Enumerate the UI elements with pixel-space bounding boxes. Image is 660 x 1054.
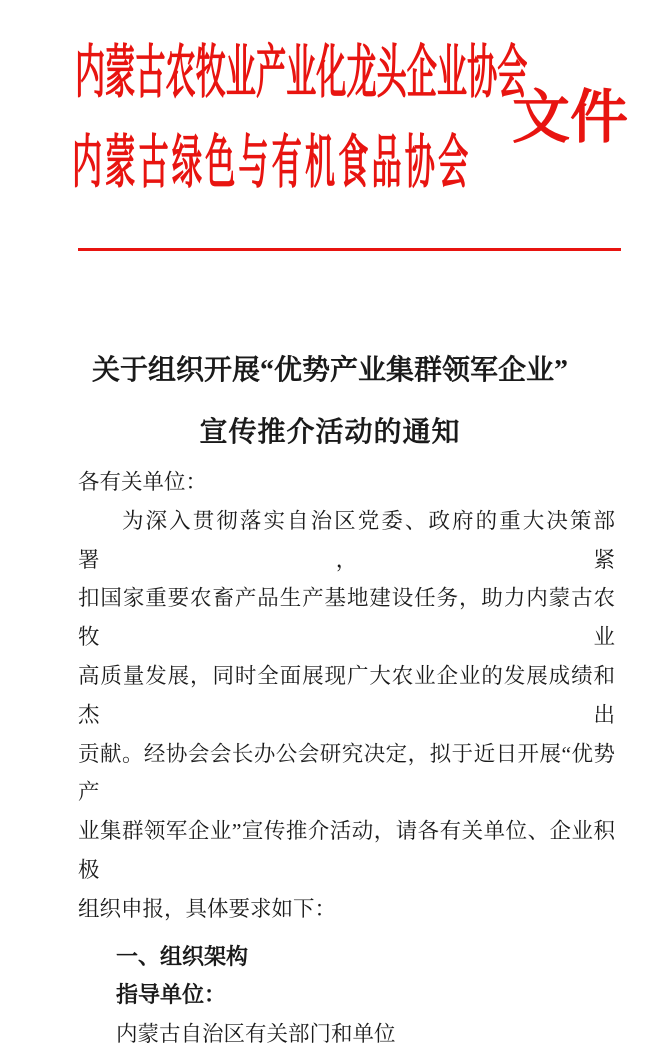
paragraph-line: 组织申报，具体要求如下： [78, 896, 337, 921]
salutation: 各有关单位： [78, 470, 208, 494]
paragraph-line: 为深入贯彻落实自治区党委、政府的重大决策部署，紧 [78, 508, 615, 572]
section-heading-organization-structure: 一、组织架构 [116, 943, 249, 969]
letterhead-org-line-1: 内蒙古农牧业产业化龙头企业协会 [75, 40, 528, 105]
letterhead-org-line-2: 内蒙古绿色与有机食品协会 [72, 130, 472, 195]
document-title-line-1: 关于组织开展“优势产业集群领军企业” [91, 355, 568, 386]
letterhead-divider-rule [78, 248, 621, 251]
guiding-unit-value: 内蒙古自治区有关部门和单位 [116, 1022, 396, 1047]
document-body [78, 463, 615, 1054]
paragraph-line: 扣国家重要农畜产品生产基地建设任务，助力内蒙古农牧业 [78, 586, 615, 650]
paragraph-line: 高质量发展，同时全面展现广大农业企业的发展成绩和杰出 [78, 663, 615, 727]
sub-heading-guiding-unit: 指导单位： [116, 982, 227, 1008]
document-title-line-2: 宣传推介活动的通知 [199, 417, 461, 448]
paragraph-line: 业集群领军企业”宣传推介活动，请各有关单位、企业积极 [78, 819, 615, 882]
letterhead-doc-type-label: 文件 [512, 85, 629, 150]
paragraph-line: 贡献。经协会会长办公会研究决定，拟于近日开展“优势产 [78, 741, 615, 805]
